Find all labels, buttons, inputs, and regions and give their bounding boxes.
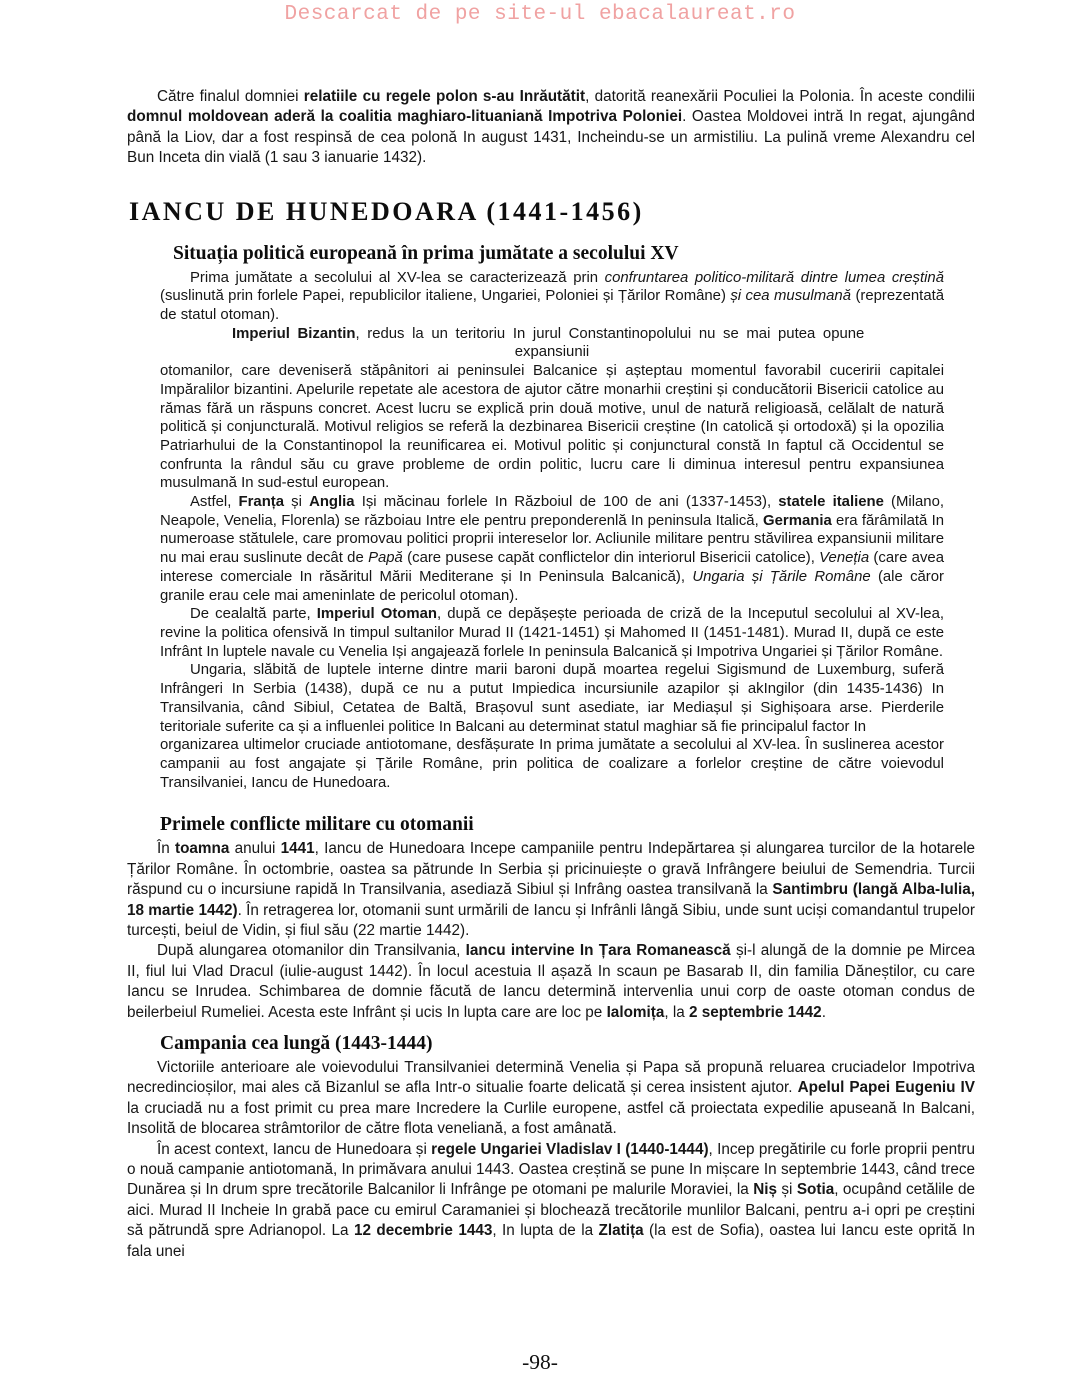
text-run: De cealaltă parte, (190, 606, 317, 623)
text-run: (ale căror granile erau cele mai ameninlate de pericolul otoman). (160, 568, 944, 604)
bold-text-run: relatiile cu regele polon s-au Inrăutătit (303, 88, 586, 105)
text-run: și (777, 1181, 797, 1199)
bold-text-run: regele Ungariei Vladislav I (1440-1444) (431, 1140, 709, 1158)
bold-text-run: toamna (174, 840, 230, 858)
bold-text-run: Sotia (796, 1181, 835, 1199)
text-run: . (821, 1003, 826, 1021)
bold-text-run: Franța (238, 494, 285, 511)
paragraph-long-campaign-context (127, 1058, 975, 1140)
bold-text-run: Niș (753, 1181, 777, 1199)
text-run: și-l alungă de la domnie pe Mircea II, fiul lui Vlad Dracul (iulie-august 1442). În locul acestuia Il așază In scaun pe Basarab II, din familia Dăneștilor, cu care Iancu se Inrudea. Schimbarea de domnie făcută de Iancu determină intervenlia unui corp de oaste otoman condus de beilerbeiul Rumeliei. Acesta este Infrânt și ucis In lupta care are loc pe (127, 942, 975, 1021)
bold-text-run: Germania (763, 512, 832, 529)
text-run: , datorită reanexării Poculiei la Polonia. În aceste condilii (585, 88, 975, 105)
text-run: (suslinută prin forlele Papei, republicilor italiene, Ungariei, Poloniei și Țărilor Române) (160, 288, 731, 305)
text-run: În (157, 840, 175, 858)
page-number: -98- (522, 1350, 558, 1374)
text-run: , după ce depășește perioada de criză de la Inceputul secolului al XV-lea, revine la politica ofensivă In timpul sultanilor Murad II (1421-1451) și Mahomed II (1451-1481). Murad II, după ce este Infrânt In luptele navale cu Venelia Iși angajează forlele In peninsula Balcanică și Impotriva Ungariei și Țărilor Române. (160, 606, 944, 660)
text-run: Victoriile anterioare ale voievodului Transilvaniei determină Venelia și Papa să propună reluarea cruciadelor Impotriva necredincioșilor, mai ales că Bizanlul se afla Intr-o situalie foarte delicată și cerea insistent ajutor. (127, 1058, 975, 1097)
text-run: , Iancu de Hunedoara Incepe campaniile pentru Indepărtarea și alungarea turcilor de la hotarele Țărilor Române. În octombrie, oastea sa pătrunde In Serbia și pricinuiește o gravă Infrângere beiului de Semendria. Turcii răspund cu o incursiune rapidă In Transilvania, asediază Sibiul și Infrâng oastea transilvană la (127, 840, 975, 899)
bold-text-run: Imperiul Otoman (316, 606, 438, 623)
text-run: la cruciadă nu a fost primit cu prea mare Incredere la Curlile europene, astfel că proiectata expedilie apuseană In Balcani, Insolită de blocarea strâmtorilor de către flota veneliană, a fost amânată. (127, 1099, 975, 1138)
section-heading-political-situation: Situația politică europeană în prima jumătate a secolului XV (173, 242, 679, 264)
text-run: anului (229, 840, 281, 858)
text-run: otomanilor, care deveniseră stăpânitori ai peninsulei Balcanice și așteptau momentul favorabil cuceririi capitalei Impăralilor bizantini. Apelurile repetate ale acestora de ajutor către monarhii creștini și conducătorii Bisericii catolice au rămas fără un răspuns concret. Acest lucru se explică prin două motive, unul de natură religioasă, celălalt de natură politică și conjuncturală. Motivul religios se referă la dezbinarea Bisericii creștine (In catolică și ortodoxă) și la opozilia Patriarhului de la Constantinopol la reunificarea ei. Motivul politic și conjunctural constă In faptul că Occidentul se confrunta la rândul său cu grave probleme de ordin politic, lucru care li diminua interesul pentru expansiunea musulmană In sud-estul european. (160, 363, 944, 492)
text-run: (reprezentată de statul otoman). (160, 288, 945, 324)
section-heading-long-campaign: Campania cea lungă (1443-1444) (160, 1032, 433, 1054)
bold-text-run: Santimbru (langă Alba-Iulia, 18 martie 1442) (127, 881, 975, 919)
text-run: , ocupând cetălile de aici. Murad II Incheie In grabă pace cu emirul Caramaniei și blochează trecătorile munlilor Balcani, pentru a-i opri pe creștini să pătrundă spre Adrianopol. La (127, 1181, 975, 1240)
text-run: Către finalul domniei (157, 88, 304, 105)
italic-text-run: Papă (368, 550, 403, 567)
bold-text-run: Iancu intervine In Țara Romanească (465, 942, 731, 960)
paragraph-xv-century-overview (160, 269, 944, 325)
text-run: (care avea interese comerciale In răsăritul Mării Mediterane și In Peninsula Balcanică), (160, 550, 944, 585)
paragraph-intro (127, 87, 975, 169)
text-run: Ungaria, slăbită de luptele interne dintre marii baroni după moartea regelui Sigismund de Luxemburg, suferă Infrângeri In Serbia (1438), după ce nu a putut Impiedica incursiunile azapilor și akIngilor (din 1435-1436) In Transilvania, când Sibiul, Cetatea de Baltă, Brașovul sunt asediate, iar Mediașul și Sighișoara arse. Pierderile teritoriale suferite ca și a influenlei politice In Balcani au determinat statul maghiar să fie principalul factor In (160, 662, 944, 735)
italic-text-run: Veneția (819, 550, 870, 567)
text-run: . În retragerea lor, otomanii sunt urmărili de Iancu și Infrânli lângă Sibiu, unde sunt uciși comandantul trupelor turcești, beiul de Vidin, și fiul său (22 martie 1442). (127, 901, 975, 939)
line-byzantine-empire (160, 325, 944, 344)
page-content (127, 87, 975, 1262)
main-heading: IANCU DE HUNEDOARA (1441-1456) (129, 196, 644, 226)
paragraph-campaign-1441 (127, 839, 975, 941)
text-run: era fărâmilată In numeroase stătulele, care promovau politici proprii intereselor lor. Acliunile militare pentru stăvilirea expansiunii militare nu mai erau suslinute decât de (160, 512, 944, 567)
text-run: Iși măcinau forlele In Războiul de 100 de ani (1337-1453), (354, 494, 779, 511)
bold-text-run: statele italiene (778, 494, 884, 511)
paragraph-crusades-organization (160, 736, 944, 792)
text-run: Astfel, (190, 494, 239, 511)
paragraph-wallachia-intervention (127, 941, 975, 1023)
text-run: . Oastea Moldovei intră In regat, ajungând până la Liov, dar a fost respinsă de cea polonă In august 1431, Incheindu-se un armistiliu. La pulină vreme Alexandru cel Bun Inceta din vială (1 sau 3 ianuarie 1432). (127, 108, 976, 167)
bold-text-run: domnul moldovean aderă la coalitia maghiaro-lituaniană Impotriva Poloniei (127, 108, 683, 126)
text-run: , In lupta de la (492, 1222, 599, 1240)
bold-text-run: Ialomița (606, 1003, 665, 1021)
paragraph-long-campaign-preparations (127, 1140, 975, 1262)
italic-text-run: Ungaria și Țările Române (692, 568, 871, 585)
text-run: , redus la un teritoriu In jurul Constantinopolului nu se mai putea opune (355, 325, 865, 342)
bold-text-run: 1441 (280, 840, 315, 858)
bold-text-run: Apelul Papei Eugeniu IV (797, 1079, 975, 1097)
text-run: După alungarea otomanilor din Transilvania, (157, 942, 466, 960)
italic-text-run: confruntarea politico-militară dintre lumea creștină (604, 269, 944, 286)
section-political-situation (160, 269, 944, 793)
watermark: Descarcat de pe site-ul ebacalaureat.ro (284, 3, 796, 26)
text-run: (Milano, Neapole, Venelia, Florenla) se războiau Intre ele pentru preponderenlă In peninsula Italică, (160, 494, 944, 529)
line-expansion-word: expansiunii (514, 344, 590, 361)
text-run: (la est de Sofia), oastea lui Iancu este oprită In fala unei (127, 1222, 975, 1260)
paragraph-france-england (160, 493, 944, 605)
text-run: și (284, 494, 310, 511)
paragraph-ottoman-expansion (160, 362, 944, 493)
text-run: (care pusese capăt conflictelor din interiorul Bisericii catolice), (402, 550, 820, 567)
bold-text-run: Imperiul Bizantin (232, 325, 356, 342)
text-run: În acest context, Iancu de Hunedoara și (157, 1140, 432, 1158)
bold-text-run: Anglia (309, 494, 355, 511)
bold-text-run: 2 septembrie 1442 (689, 1003, 822, 1021)
italic-text-run: și cea musulmană (730, 288, 851, 305)
text-run: organizarea ultimelor cruciade antiotomane, desfășurate In prima jumătate a secolului al XV-lea. În suslinerea acestor campanii au fost angajate și Țările Române, prin politica de coalizare a forlelor creștine de către voievodul Transilvaniei, Iancu de Hunedoara. (160, 737, 944, 791)
paragraph-ottoman-empire (160, 605, 944, 661)
section-heading-first-conflicts: Primele conflicte militare cu otomanii (160, 814, 474, 836)
text-run: , la (664, 1003, 690, 1021)
paragraph-hungary-weakened (160, 661, 944, 736)
text-run: Prima jumătate a secolului al XV-lea se caracterizează prin (190, 269, 605, 286)
bold-text-run: Zlatița (598, 1222, 644, 1240)
text-run: , Incep pregătirile cu forle proprii pentru o nouă campanie antiotomană, In primăvara anului 1443. Oastea creștină se pune In mișcare In septembrie 1443, când trece Dunărea și In drum spre trecătorile Balcanilor li Infrânge pe otomani pe malurile Moraviei, la (127, 1140, 975, 1199)
bold-text-run: 12 decembrie 1443 (353, 1222, 493, 1240)
